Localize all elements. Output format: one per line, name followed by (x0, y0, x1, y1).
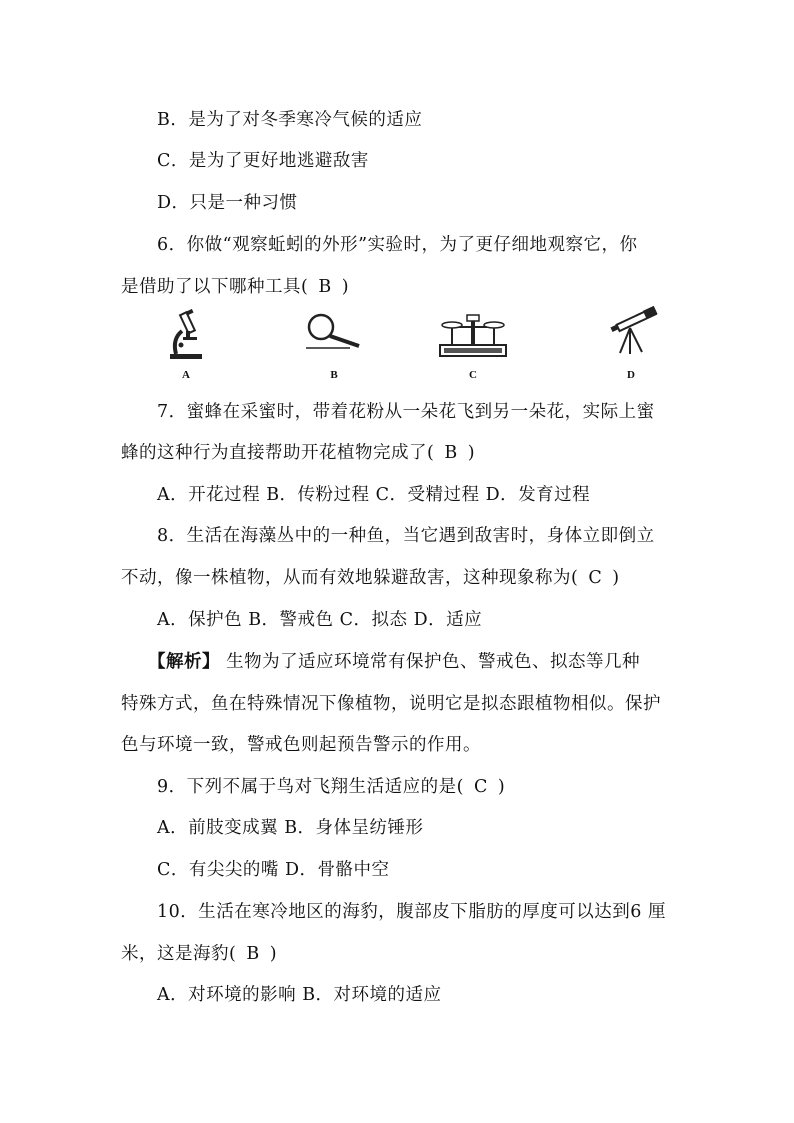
question-10-line-1: 10．生活在寒冷地区的海豹，腹部皮下脂肪的厚度可以达到6 厘 (157, 902, 666, 922)
question-7-text: 蜂的这种行为直接帮助开花植物完成了( (121, 443, 435, 463)
question-6-text: 是借助了以下哪种工具( (121, 277, 309, 297)
caption-b: B (330, 369, 338, 381)
question-7-options: A．开花过程 B．传粉过程 C．受精过程 D．发育过程 (157, 485, 591, 505)
question-9-line (157, 773, 505, 798)
question-6-close: ) (341, 277, 350, 297)
question-9-text: 9．下列不属于鸟对飞翔生活适应的是( (157, 777, 464, 797)
question-8-text: 不动，像一株植物，从而有效地躲避敌害，这种现象称为( (121, 568, 579, 588)
question-10-text: 米，这是海豹( (121, 944, 237, 964)
question-6-answer: B (318, 277, 332, 297)
explanation-tag: 【解析】 (148, 652, 220, 672)
caption-a: A (182, 369, 190, 381)
question-10-close: ) (269, 944, 278, 964)
option-d: D．只是一种习惯 (157, 193, 298, 213)
caption-d: D (627, 369, 635, 381)
question-10-answer: B (246, 944, 260, 964)
question-8-close: ) (612, 568, 620, 588)
question-8-line-1: 8．生活在海藻丛中的一种鱼，当它遇到敌害时，身体立即倒立 (157, 526, 655, 546)
question-9-answer: C (473, 777, 488, 797)
question-6-line-2 (121, 273, 349, 298)
microscope-icon (166, 309, 206, 361)
figure-c (438, 313, 508, 358)
explanation-line-2: 特殊方式，鱼在特殊情况下像植物，说明它是拟态跟植物相似。保护 (121, 694, 661, 714)
question-8-line-2 (121, 564, 620, 589)
question-8-options: A．保护色 B．警戒色 C．拟态 D．适应 (157, 610, 483, 630)
question-9-options-1: A．前肢变成翼 B．身体呈纺锤形 (157, 818, 424, 838)
question-7-close: ) (467, 443, 476, 463)
balance-scale-icon (438, 313, 508, 358)
option-c: C．是为了更好地逃避敌害 (157, 151, 369, 171)
question-7-line-2 (121, 439, 475, 464)
question-10-options: A．对环境的影响 B．对环境的适应 (157, 985, 442, 1005)
magnifier-icon (304, 313, 362, 351)
question-7-answer: B (444, 443, 458, 463)
question-9-close: ) (497, 777, 506, 797)
figure-a (166, 309, 206, 361)
explanation-line-1 (148, 648, 640, 673)
question-8-answer: C (588, 568, 603, 588)
explanation-line-3: 色与环境一致，警戒色则起预告警示的作用。 (121, 735, 481, 755)
question-7-line-1: 7．蜜蜂在采蜜时，带着花粉从一朵花飞到另一朵花，实际上蜜 (157, 402, 655, 422)
option-b: B．是为了对冬季寒冷气候的适应 (157, 110, 423, 130)
question-6-line-1: 6．你做“观察蚯蚓的外形”实验时，为了更仔细地观察它，你 (157, 235, 638, 255)
caption-c: C (469, 369, 477, 381)
figure-d (608, 306, 660, 356)
figure-b (304, 313, 362, 351)
explanation-text: 生物为了适应环境常有保护色、警戒色、拟态等几种 (220, 652, 641, 672)
question-10-line-2 (121, 940, 277, 965)
telescope-icon (608, 306, 660, 356)
question-9-options-2: C．有尖尖的嘴 D．骨骼中空 (157, 860, 390, 880)
